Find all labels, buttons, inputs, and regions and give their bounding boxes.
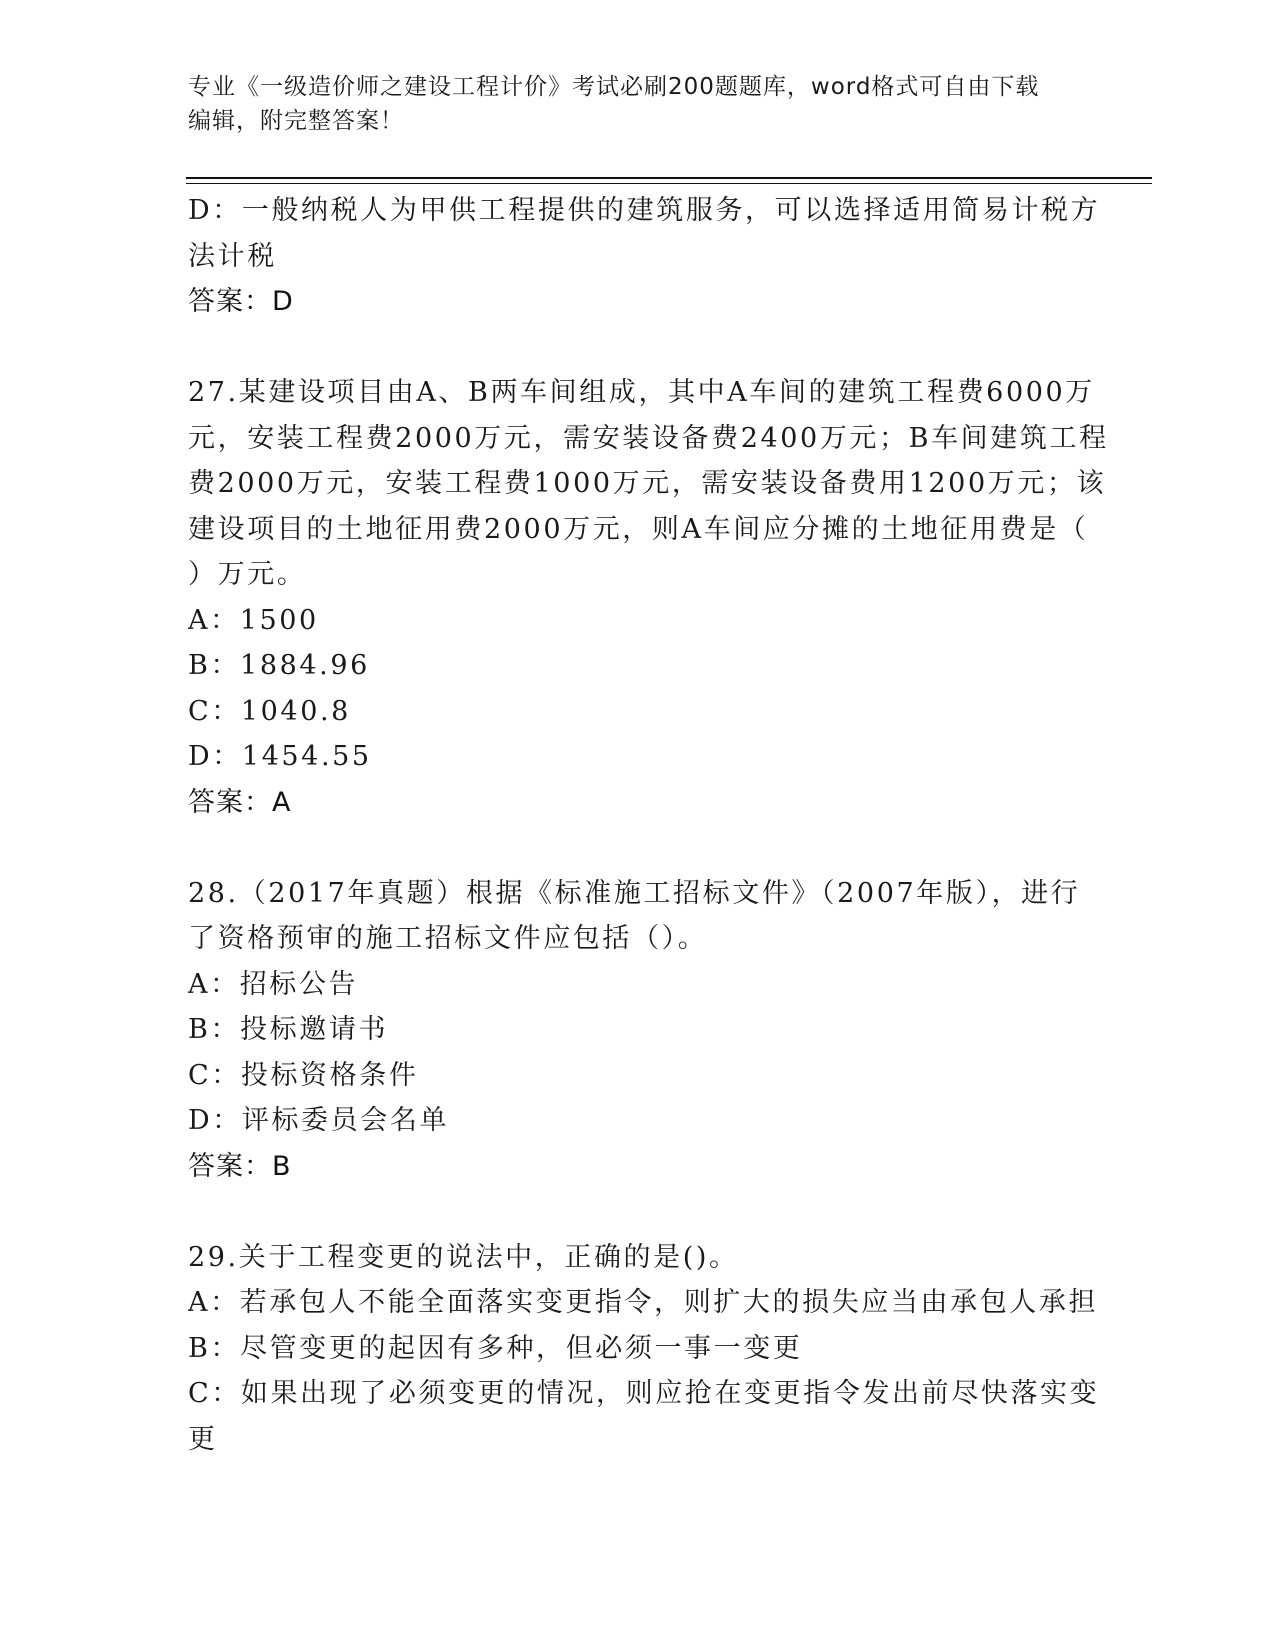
q26-option-d-line-2: 法计税 xyxy=(188,240,277,272)
header-line-1: 专业《一级造价师之建设工程计价》考试必刷200题题库，word格式可自由下载 xyxy=(188,74,1040,100)
q28-option-a: A：招标公告 xyxy=(188,968,359,1000)
q29-option-c-line-1: C：如果出现了必须变更的情况，则应抢在变更指令发出前尽快落实变 xyxy=(188,1378,1100,1409)
q26-option-d-line-1: D：一般纳税人为甲供工程提供的建筑服务，可以选择适用简易计税方 xyxy=(188,195,1101,226)
q27-stem-line: 建设项目的土地征用费2000万元，则A车间应分摊的土地征用费是（ xyxy=(188,513,1089,545)
header-line-2: 编辑，附完整答案！ xyxy=(188,108,404,134)
header-divider-thin xyxy=(186,183,1152,184)
q27-stem-line: 27.某建设项目由A、B两车间组成，其中A车间的建筑工程费6000万 xyxy=(188,377,1095,408)
q29-option-b: B：尽管变更的起因有多种，但必须一事一变更 xyxy=(188,1332,803,1364)
page-header xyxy=(188,70,1088,138)
q29-option-a: A：若承包人不能全面落实变更指令，则扩大的损失应当由承包人承担 xyxy=(188,1287,1099,1318)
q28-option-b: B：投标邀请书 xyxy=(188,1014,389,1045)
q29-stem-line: 29.关于工程变更的说法中，正确的是()。 xyxy=(188,1241,739,1273)
q27-stem-line: 元，安装工程费2000万元，需安装设备费2400万元；B车间建筑工程 xyxy=(188,422,1109,454)
question-content xyxy=(188,188,1109,1462)
q27-stem-line: ）万元。 xyxy=(188,559,307,590)
q29-option-c-line-2: 更 xyxy=(188,1423,218,1455)
q28-answer: 答案：B xyxy=(188,1150,292,1182)
question-28 xyxy=(188,871,1088,1190)
q28-option-d: D：评标委员会名单 xyxy=(188,1105,450,1136)
q28-stem-line: 28.（2017年真题）根据《标准施工招标文件》（2007年版），进行 xyxy=(188,877,1081,909)
q27-option-d: D：1454.55 xyxy=(188,741,372,772)
q27-stem-line: 费2000万元，安装工程费1000万元，需安装设备费用1200万元；该 xyxy=(188,468,1107,499)
q27-answer: 答案：A xyxy=(188,786,292,818)
question-27 xyxy=(188,370,1109,825)
question-26-tail xyxy=(188,188,1101,325)
header-divider-thick xyxy=(186,177,1152,179)
q28-stem-line: 了资格预审的施工招标文件应包括（）。 xyxy=(188,923,708,954)
question-29 xyxy=(188,1235,1100,1463)
q27-option-a: A：1500 xyxy=(188,604,319,636)
q27-option-c: C：1040.8 xyxy=(188,695,351,727)
q26-answer: 答案：D xyxy=(188,286,294,317)
q27-option-b: B：1884.96 xyxy=(188,650,370,681)
q28-option-c: C：投标资格条件 xyxy=(188,1059,419,1091)
